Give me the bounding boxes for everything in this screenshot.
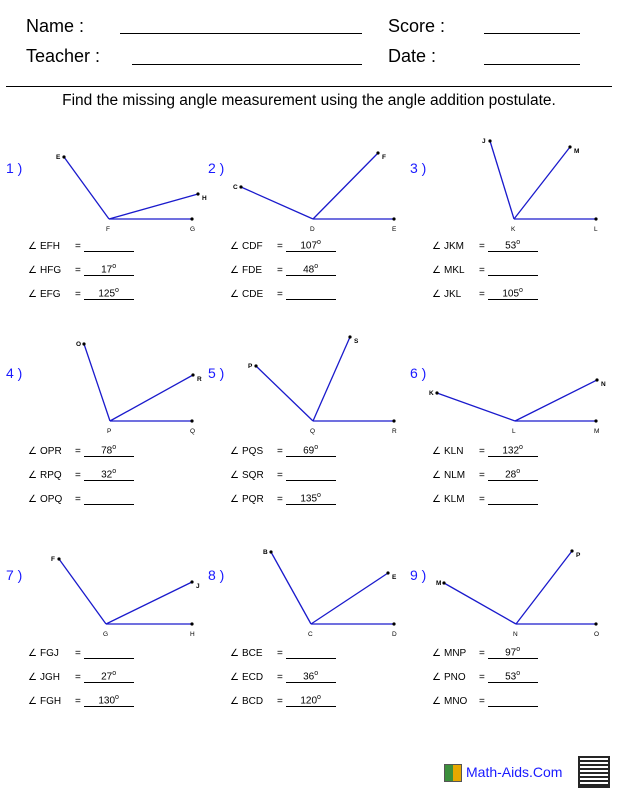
point-dot [239, 185, 242, 188]
equals-sign: = [277, 241, 286, 252]
angle-symbol-icon: ∠ [28, 470, 37, 481]
angle-answer-field[interactable]: 105$^o$ [488, 287, 538, 300]
degree-symbol-icon: o [516, 468, 521, 475]
angle-diagram [410, 127, 615, 237]
angle-name: MNP [444, 648, 467, 659]
equals-sign: = [277, 648, 286, 659]
point-dot [348, 335, 351, 338]
angle-answer-field[interactable]: 97$^o$ [488, 646, 538, 659]
angle-diagram [6, 127, 211, 237]
angle-equation [28, 646, 134, 659]
angle-answer-field[interactable]: 69$^o$ [286, 444, 336, 457]
point-label: N [601, 381, 606, 388]
angle-name: OPR [40, 446, 62, 457]
angle-symbol-icon: ∠ [28, 265, 37, 276]
angle-name: JKL [444, 289, 462, 300]
point-dot [392, 622, 395, 625]
degree-symbol-icon: o [112, 444, 117, 451]
ray-a [256, 366, 313, 421]
point-label: M [574, 148, 580, 155]
angle-name: CDF [242, 241, 263, 252]
angle-diagram [6, 534, 211, 644]
angle-symbol-icon: ∠ [432, 265, 441, 276]
angle-name: BCE [242, 648, 263, 659]
equals-sign: = [75, 672, 84, 683]
angle-name: PQS [242, 446, 264, 457]
ray-b [106, 582, 192, 624]
point-label: S [354, 338, 359, 345]
equals-sign: = [75, 446, 84, 457]
angle-name: RPQ [40, 470, 62, 481]
problem-2 [208, 127, 413, 327]
point-dot [595, 378, 598, 381]
ray-a [84, 344, 110, 421]
point-label: J [482, 138, 486, 145]
equals-sign: = [277, 470, 286, 481]
angle-symbol-icon: ∠ [230, 494, 239, 505]
point-dot [386, 571, 389, 574]
problem-4 [6, 332, 211, 532]
degree-symbol-icon: o [314, 444, 319, 451]
equals-sign: = [75, 265, 84, 276]
equals-sign: = [479, 696, 488, 707]
angle-diagram [208, 332, 413, 442]
angle-symbol-icon: ∠ [28, 289, 37, 300]
point-label: R [392, 428, 397, 435]
angle-symbol-icon: ∠ [28, 648, 37, 659]
problem-8 [208, 534, 413, 734]
angle-answer-field[interactable]: 130$^o$ [84, 694, 134, 707]
angle-name: MNO [444, 696, 468, 707]
ray-a [490, 141, 514, 219]
angle-name: HFG [40, 265, 62, 276]
point-dot [269, 550, 272, 553]
point-label: M [436, 580, 442, 587]
angle-answer-field[interactable]: 125$^o$ [84, 287, 134, 300]
angle-symbol-icon: ∠ [28, 672, 37, 683]
angle-symbol-icon: ∠ [432, 696, 441, 707]
point-dot [392, 419, 395, 422]
angle-symbol-icon: ∠ [432, 446, 441, 457]
angle-diagram [410, 332, 615, 442]
qr-code-icon [578, 756, 610, 788]
degree-symbol-icon: o [317, 492, 321, 499]
teacher-label: Teacher : [26, 46, 101, 66]
point-label: E [392, 226, 397, 233]
angle-answer-field[interactable]: 78$^o$ [84, 444, 134, 457]
ray-a [444, 583, 516, 624]
angle-answer-field[interactable]: 53$^o$ [488, 670, 538, 683]
angle-symbol-icon: ∠ [28, 446, 37, 457]
problem-number: 1 ) [6, 160, 23, 176]
point-label: P [107, 428, 112, 435]
angle-equation [432, 646, 538, 659]
point-dot [594, 622, 597, 625]
equals-sign: = [75, 470, 84, 481]
equals-sign: = [75, 696, 84, 707]
angle-symbol-icon: ∠ [230, 672, 239, 683]
degree-symbol-icon: o [314, 263, 319, 270]
teacher-field[interactable] [132, 64, 362, 65]
equals-sign: = [479, 470, 488, 481]
angle-symbol-icon: ∠ [432, 289, 441, 300]
ray-a [437, 393, 515, 421]
point-label: C [308, 631, 313, 638]
degree-symbol-icon: o [317, 239, 321, 246]
point-label: M [594, 428, 600, 435]
problem-9 [410, 534, 615, 734]
date-label: Date : [388, 46, 437, 66]
degree-symbol-icon: o [516, 646, 521, 653]
point-dot [435, 391, 438, 394]
angle-equation [432, 670, 538, 683]
problem-6 [410, 332, 615, 532]
angle-symbol-icon: ∠ [230, 446, 239, 457]
angle-name: PNO [444, 672, 466, 683]
degree-symbol-icon: o [516, 239, 521, 246]
point-label: G [103, 631, 109, 638]
point-label: C [233, 184, 238, 191]
footer-brand [444, 764, 562, 782]
angle-name: KLN [444, 446, 464, 457]
point-label: J [196, 583, 200, 590]
angle-answer-field[interactable]: 48$^o$ [286, 263, 336, 276]
equals-sign: = [479, 494, 488, 505]
ray-a [271, 552, 311, 624]
angle-name: KLM [444, 494, 465, 505]
degree-symbol-icon: o [519, 287, 523, 294]
point-dot [62, 155, 65, 158]
point-dot [191, 373, 194, 376]
point-dot [190, 580, 193, 583]
ray-a [241, 187, 313, 219]
angle-answer-field[interactable]: 53$^o$ [488, 239, 538, 252]
ray-b [515, 380, 597, 421]
point-dot [190, 419, 193, 422]
point-dot [442, 581, 445, 584]
point-label: H [190, 631, 195, 638]
degree-symbol-icon: o [115, 694, 119, 701]
point-label: K [511, 226, 516, 233]
angle-equation [28, 287, 134, 300]
angle-symbol-icon: ∠ [432, 672, 441, 683]
angle-equation [28, 444, 134, 457]
point-label: O [76, 341, 82, 348]
angle-symbol-icon: ∠ [230, 470, 239, 481]
angle-symbol-icon: ∠ [432, 470, 441, 481]
equals-sign: = [75, 648, 84, 659]
angle-equation [28, 468, 134, 481]
angle-name: OPQ [40, 494, 63, 505]
angle-name: SQR [242, 470, 264, 481]
angle-answer-field[interactable]: 27$^o$ [84, 670, 134, 683]
ray-b [514, 147, 570, 219]
angle-name: CDE [242, 289, 264, 300]
angle-equation [230, 468, 336, 481]
degree-symbol-icon: o [112, 670, 117, 677]
degree-symbol-icon: o [314, 670, 319, 677]
equals-sign: = [75, 494, 84, 505]
equals-sign: = [277, 672, 286, 683]
degree-symbol-icon: o [112, 468, 117, 475]
point-label: E [56, 154, 61, 161]
angle-diagram [208, 534, 413, 644]
angle-diagram [6, 332, 211, 442]
angle-equation [230, 694, 336, 707]
equals-sign: = [75, 289, 84, 300]
angle-equation [28, 670, 134, 683]
angle-name: EFH [40, 241, 60, 252]
angle-name: MKL [444, 265, 465, 276]
point-label: H [202, 195, 207, 202]
point-label: R [197, 376, 202, 383]
ray-b [109, 194, 198, 219]
problem-number: 6 ) [410, 365, 427, 381]
angle-symbol-icon: ∠ [432, 494, 441, 505]
angle-answer-field[interactable] [84, 239, 134, 252]
problem-number: 7 ) [6, 567, 23, 583]
point-label: D [392, 631, 397, 638]
angle-name: FGJ [40, 648, 59, 659]
point-label: B [263, 549, 268, 556]
point-label: P [576, 552, 581, 559]
point-dot [488, 139, 491, 142]
angle-equation [230, 492, 336, 505]
equals-sign: = [479, 265, 488, 276]
point-dot [570, 549, 573, 552]
angle-symbol-icon: ∠ [230, 648, 239, 659]
point-label: L [594, 226, 598, 233]
degree-symbol-icon: o [519, 444, 523, 451]
angle-symbol-icon: ∠ [28, 241, 37, 252]
score-label: Score : [388, 16, 446, 36]
point-dot [82, 342, 85, 345]
point-label: K [429, 390, 434, 397]
problem-number: 9 ) [410, 567, 427, 583]
problem-number: 4 ) [6, 365, 23, 381]
header-divider [6, 86, 612, 87]
angle-answer-field[interactable] [286, 468, 336, 481]
point-label: F [51, 556, 55, 563]
point-dot [376, 151, 379, 154]
angle-equation [230, 239, 336, 252]
point-label: Q [310, 428, 316, 435]
angle-equation [230, 444, 336, 457]
equals-sign: = [479, 446, 488, 457]
angle-equation [432, 492, 538, 505]
angle-equation [432, 287, 538, 300]
point-dot [568, 145, 571, 148]
equals-sign: = [277, 494, 286, 505]
equals-sign: = [75, 241, 84, 252]
equals-sign: = [277, 446, 286, 457]
angle-equation [230, 263, 336, 276]
angle-answer-field[interactable] [286, 287, 336, 300]
point-label: N [513, 631, 518, 638]
angle-equation [28, 263, 134, 276]
angle-diagram [208, 127, 413, 237]
point-dot [190, 622, 193, 625]
ray-b [313, 337, 350, 421]
angle-answer-field[interactable]: 132$^o$ [488, 444, 538, 457]
angle-equation [28, 492, 134, 505]
angle-answer-field[interactable] [488, 263, 538, 276]
equals-sign: = [277, 289, 286, 300]
point-label: F [106, 226, 110, 233]
angle-equation [230, 670, 336, 683]
score-field[interactable] [484, 33, 580, 34]
angle-equation [230, 646, 336, 659]
ray-a [59, 559, 106, 624]
point-label: P [248, 363, 253, 370]
degree-symbol-icon: o [112, 263, 117, 270]
angle-answer-field[interactable]: 36$^o$ [286, 670, 336, 683]
angle-answer-field[interactable]: 28$^o$ [488, 468, 538, 481]
instructions: Find the missing angle measurement using the angle addition postulate. [62, 92, 556, 109]
angle-symbol-icon: ∠ [28, 696, 37, 707]
angle-answer-field[interactable] [84, 492, 134, 505]
point-label: D [310, 226, 315, 233]
equals-sign: = [479, 289, 488, 300]
point-dot [392, 217, 395, 220]
point-dot [594, 419, 597, 422]
angle-symbol-icon: ∠ [230, 289, 239, 300]
angle-answer-field[interactable] [286, 646, 336, 659]
point-dot [196, 192, 199, 195]
footer-brand-text: Math-Aids.Com [466, 764, 563, 780]
angle-symbol-icon: ∠ [230, 696, 239, 707]
ray-b [110, 375, 193, 421]
name-field[interactable] [120, 33, 362, 34]
angle-equation [432, 239, 538, 252]
angle-equation [28, 694, 134, 707]
angle-equation [432, 694, 538, 707]
math-aids-logo-icon [444, 764, 462, 782]
angle-name: FDE [242, 265, 262, 276]
angle-name: NLM [444, 470, 466, 481]
problem-5 [208, 332, 413, 532]
angle-symbol-icon: ∠ [230, 265, 239, 276]
angle-symbol-icon: ∠ [432, 241, 441, 252]
angle-name: BCD [242, 696, 264, 707]
degree-symbol-icon: o [317, 694, 321, 701]
degree-symbol-icon: o [516, 670, 521, 677]
angle-answer-field[interactable]: 17$^o$ [84, 263, 134, 276]
problem-number: 3 ) [410, 160, 427, 176]
name-label: Name : [26, 16, 85, 36]
angle-answer-field[interactable]: 120$^o$ [286, 694, 336, 707]
point-dot [254, 364, 257, 367]
angle-diagram [410, 534, 615, 644]
point-dot [57, 557, 60, 560]
ray-b [313, 153, 378, 219]
angle-name: JKM [444, 241, 464, 252]
angle-equation [230, 287, 336, 300]
ray-b [311, 573, 388, 624]
point-label: E [392, 574, 397, 581]
angle-equation [432, 263, 538, 276]
point-dot [190, 217, 193, 220]
point-dot [594, 217, 597, 220]
point-label: O [594, 631, 600, 638]
angle-name: FGH [40, 696, 62, 707]
equals-sign: = [479, 241, 488, 252]
equals-sign: = [277, 696, 286, 707]
equals-sign: = [479, 672, 488, 683]
point-label: Q [190, 428, 196, 435]
angle-name: EFG [40, 289, 61, 300]
angle-answer-field[interactable] [488, 694, 538, 707]
problem-3 [410, 127, 615, 327]
angle-name: ECD [242, 672, 264, 683]
angle-equation [28, 239, 134, 252]
angle-answer-field[interactable]: 107$^o$ [286, 239, 336, 252]
angle-symbol-icon: ∠ [230, 241, 239, 252]
equals-sign: = [479, 648, 488, 659]
ray-a [64, 157, 109, 219]
angle-name: JGH [40, 672, 60, 683]
problem-number: 2 ) [208, 160, 225, 176]
date-field[interactable] [484, 64, 580, 65]
problem-1 [6, 127, 211, 327]
problem-number: 5 ) [208, 365, 225, 381]
angle-symbol-icon: ∠ [432, 648, 441, 659]
point-label: L [512, 428, 516, 435]
point-label: G [190, 226, 196, 233]
degree-symbol-icon: o [115, 287, 119, 294]
point-label: F [382, 154, 386, 161]
angle-answer-field[interactable] [84, 646, 134, 659]
ray-b [516, 551, 572, 624]
angle-answer-field[interactable] [488, 492, 538, 505]
angle-symbol-icon: ∠ [28, 494, 37, 505]
problem-number: 8 ) [208, 567, 225, 583]
equals-sign: = [277, 265, 286, 276]
angle-equation [432, 468, 538, 481]
angle-equation [432, 444, 538, 457]
problem-7 [6, 534, 211, 734]
angle-name: PQR [242, 494, 264, 505]
angle-answer-field[interactable]: 135$^o$ [286, 492, 336, 505]
angle-answer-field[interactable]: 32$^o$ [84, 468, 134, 481]
